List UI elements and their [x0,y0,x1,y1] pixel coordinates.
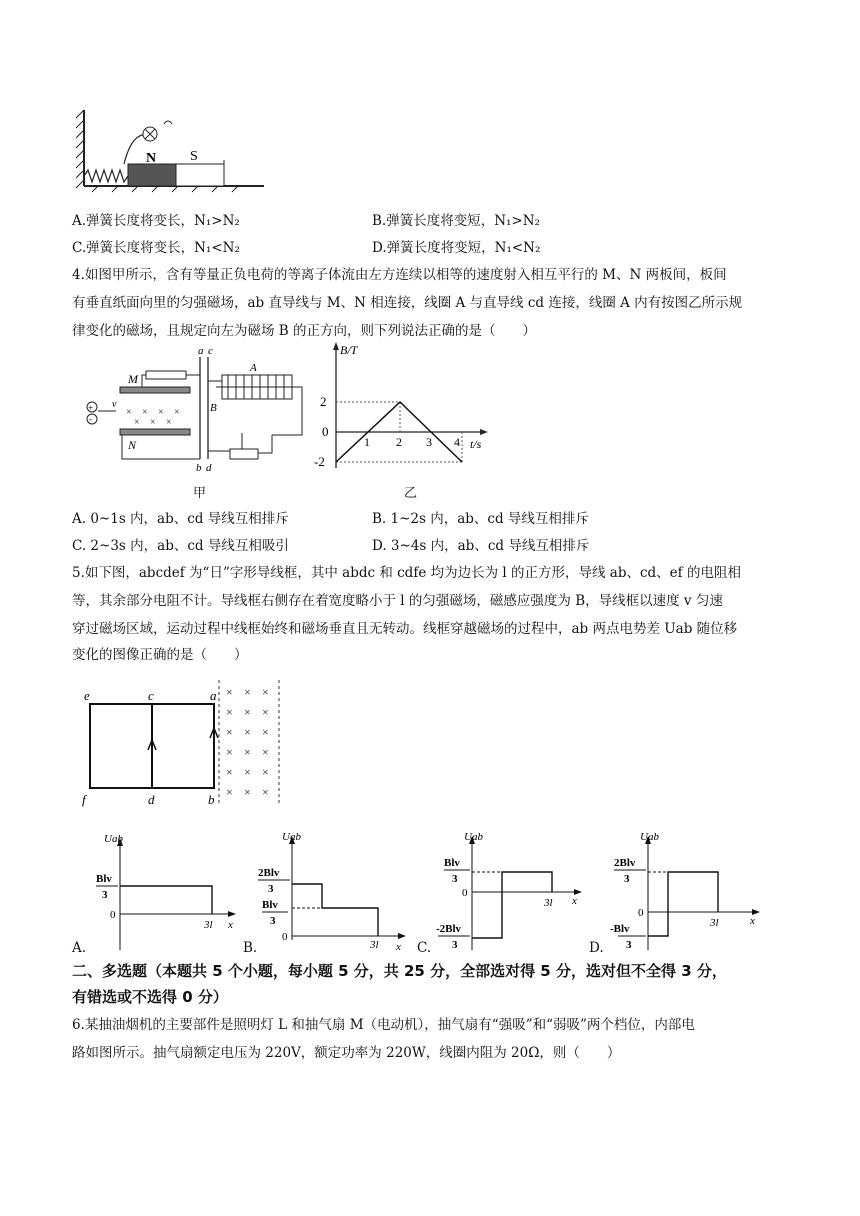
jia-label-m: M [128,372,138,386]
graph-c-y-den2: 3 [452,939,458,951]
jia-label-n: N [128,438,137,452]
q5-stem-line-1: 5.如下图，abcdef 为“日”字形导线框，其中 abdc 和 cdfe 均为边长为 l 的正方形，导线 ab、cd、ef 的电阻相 [72,565,741,581]
section2-heading-line-2: 有错选或不选得 0 分） [72,988,228,1006]
graph-a-y-axis: Uab [104,833,123,845]
q6-stem-line-2: 路如图所示。抽气扇额定电压为 220V，额定功率为 220W，线圈内阻为 20Ω，则（ ） [72,1045,621,1061]
graph-d-y-den1: 3 [624,873,630,885]
svg-text:×: × [262,785,269,799]
yi-x-axis-label: t/s [470,437,482,451]
svg-text:×: × [150,417,156,428]
q5-graph-c[interactable] [436,828,586,952]
graph-d-y-axis: Uab [640,831,659,843]
svg-text:×: × [244,705,251,719]
svg-text:×: × [244,765,251,779]
svg-text:×: × [174,407,180,418]
jia-label-c: c [208,345,213,357]
graph-c-y-den1: 3 [452,873,458,885]
q5-graph-a-letter[interactable]: A. [72,940,87,956]
graph-d-y-zero: 0 [638,907,644,919]
graph-b-y-den1: 3 [268,883,274,895]
q3-option-d[interactable]: D.弹簧长度将变短，N₁<N₂ [372,240,541,256]
q5-graph-b[interactable] [256,828,411,952]
graph-c-y-num2: -2Blv [436,923,462,935]
graph-b-x-axis: x [396,941,401,952]
q3-label-s: S [190,149,198,164]
q4-stem-line-1: 4.如图甲所示，含有等量正负电荷的等离子体流由左方连续以相等的速度射入相互平行的 M、N 两板间，板间 [72,267,727,283]
svg-text:+: + [88,403,94,413]
graph-c-x-3l: 3l [544,897,553,909]
svg-text:×: × [134,417,140,428]
q4-option-d[interactable]: D. 3~4s 内，ab、cd 导线互相排斥 [372,538,590,554]
frame-label-e: e [84,688,90,703]
svg-text:×: × [226,685,233,699]
graph-d-y-num2: -Blv [610,923,630,935]
svg-text:×: × [244,745,251,759]
graph-d-x-3l: 3l [710,917,719,929]
q4-option-a[interactable]: A. 0~1s 内，ab、cd 导线互相排斥 [72,511,289,527]
q5-frame-figure [72,680,287,810]
q5-stem-line-2: 等，其余部分电阻不计。导线框右侧存在着宽度略小于 l 的匀强磁场，磁感应强度为 B，导线框以速度 v 匀速 [72,593,723,609]
graph-b-y-den2: 3 [270,915,276,927]
svg-text:×: × [166,417,172,428]
graph-c-x-axis: x [572,895,577,907]
jia-label-b: b [196,462,202,473]
svg-text:×: × [262,705,269,719]
graph-b-y-axis: Uab [282,831,301,843]
svg-text:×: × [126,407,132,418]
q4-stem-line-3: 律变化的磁场，且规定向左为磁场 B 的正方向，则下列说法正确的是（ ） [72,323,537,339]
q3-label-n: N [146,151,157,166]
q4-option-b[interactable]: B. 1~2s 内，ab、cd 导线互相排斥 [372,511,589,527]
graph-c-y-num1: Blv [444,857,460,869]
svg-text:-: - [89,414,92,424]
q3-option-a[interactable]: A.弹簧长度将变长，N₁>N₂ [72,213,240,229]
frame-label-c: c [148,688,154,703]
q5-graph-d[interactable] [610,828,765,952]
graph-a-x-axis: x [228,919,233,931]
svg-text:×: × [244,685,251,699]
graph-b-y-num2: Blv [262,899,278,911]
graph-a-x-3l: 3l [204,919,213,931]
q6-stem-line-1: 6.某抽油烟机的主要部件是照明灯 L 和抽气扇 M（电动机），抽气扇有“强吸”和“弱吸”两个档位，内部电 [72,1017,695,1033]
graph-a-y-num: Blv [96,873,112,885]
svg-text:×: × [226,745,233,759]
graph-a-y-zero: 0 [110,909,116,921]
q3-option-c[interactable]: C.弹簧长度将变长，N₁<N₂ [72,240,240,256]
svg-text:×: × [158,407,164,418]
frame-label-d: d [148,792,155,807]
q4-option-c[interactable]: C. 2~3s 内，ab、cd 导线互相吸引 [72,538,289,554]
yi-ytick-neg2: -2 [314,454,325,469]
svg-text:×: × [244,785,251,799]
jia-label-v: v [112,399,117,410]
svg-text:×: × [262,725,269,739]
q5-graph-a[interactable] [90,830,240,952]
svg-text:×: × [226,765,233,779]
jia-label-a: a [198,345,204,357]
q4-stem-line-2: 有垂直纸面向里的匀强磁场，ab 直导线与 M、N 相连接，线圈 A 与直导线 cd 连接，线圈 A 内有按图乙所示规 [72,295,743,311]
frame-label-f: f [82,792,86,807]
graph-b-y-zero: 0 [282,931,288,943]
svg-text:×: × [262,685,269,699]
graph-d-x-axis: x [750,915,755,927]
svg-text:×: × [262,745,269,759]
graph-b-x-3l: 3l [370,939,379,951]
svg-text:×: × [262,765,269,779]
q4-figure-yi [306,340,496,475]
yi-ytick-0: 0 [322,424,329,439]
q5-graph-b-letter[interactable]: B. [243,940,258,956]
jia-label-d: d [206,462,212,473]
magnetic-field-crosses [226,685,269,799]
graph-b-y-num1: 2Blv [258,867,280,879]
q5-stem-line-3: 穿过磁场区域，运动过程中线框始终和磁场垂直且无转动。线框穿越磁场的过程中，ab 两点电势差 Uab 随位移 [72,621,738,637]
svg-text:×: × [226,705,233,719]
frame-label-b: b [208,792,215,807]
yi-xtick-2: 2 [396,435,402,449]
q4-figure-jia [82,345,312,473]
yi-xtick-3: 3 [426,435,432,449]
q4-caption-yi: 乙 [404,486,418,501]
yi-y-axis-label: B/T [340,343,358,357]
q3-figure [72,100,272,195]
section2-heading-line-1: 二、多选题（本题共 5 个小题，每小题 5 分，共 25 分，全部选对得 5 分，选对但不全得 3 分， [72,962,727,980]
graph-a-y-den: 3 [102,889,108,901]
yi-xtick-1: 1 [364,435,370,449]
svg-text:×: × [244,725,251,739]
graph-c-y-axis: Uab [464,831,483,843]
svg-text:×: × [226,725,233,739]
frame-label-a: a [210,688,217,703]
q5-stem-line-4: 变化的图像正确的是（ ） [72,647,248,663]
graph-c-y-zero: 0 [462,887,468,899]
yi-xtick-4: 4 [454,435,460,449]
q3-option-b[interactable]: B.弹簧长度将变短，N₁>N₂ [372,213,540,229]
graph-d-y-den2: 3 [626,939,632,951]
q5-graph-d-letter[interactable]: D. [589,940,604,956]
q4-caption-jia: 甲 [193,486,207,501]
graph-d-y-num1: 2Blv [614,857,636,869]
jia-label-coil-a: A [250,362,257,374]
svg-text:×: × [226,785,233,799]
jia-label-b-field: B [210,402,217,414]
yi-ytick-2: 2 [320,394,327,409]
q5-graph-c-letter[interactable]: C. [417,940,432,956]
svg-text:×: × [142,407,148,418]
